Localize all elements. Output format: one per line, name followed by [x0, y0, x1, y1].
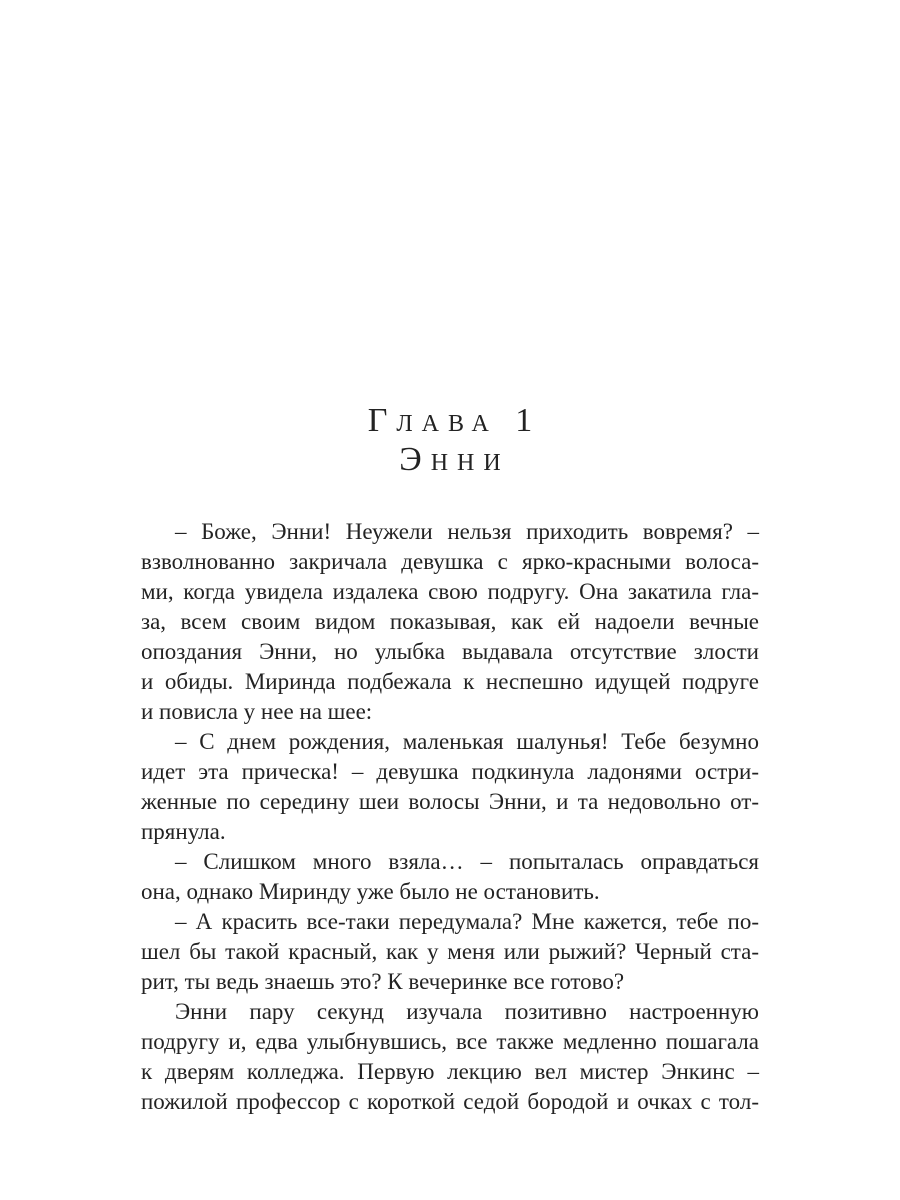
text-line: женные по середину шеи волосы Энни, и та недовольно от-: [141, 789, 759, 814]
text-line: и обиды. Миринда подбежала к неспешно идущей подруге: [141, 669, 759, 694]
body-text: [141, 517, 759, 1117]
paragraph: [141, 727, 759, 847]
text-line: Энни пару секунд изучала позитивно настроенную: [175, 999, 759, 1024]
paragraph: [141, 847, 759, 907]
paragraph: [141, 517, 759, 727]
text-line: подругу и, едва улыбнувшись, все также медленно пошагала: [141, 1029, 759, 1054]
text-line: пожилой профессор с короткой седой бородой и очках с тол-: [141, 1089, 759, 1114]
text-line: взволнованно закричала девушка с ярко-красными волоса-: [141, 549, 759, 574]
text-line: – С днем рождения, маленькая шалунья! Тебе безумно: [175, 729, 759, 754]
text-line: за, всем своим видом показывая, как ей надоели вечные: [141, 609, 759, 634]
text-line: она, однако Миринду уже было не остановить.: [141, 879, 600, 904]
text-line: и повисла у нее на шее:: [141, 699, 373, 724]
text-line: к дверям колледжа. Первую лекцию вел мистер Энкинс –: [141, 1059, 759, 1084]
text-line: ми, когда увидела издалека свою подругу. Она закатила гла-: [141, 579, 759, 604]
text-line: – Боже, Энни! Неужели нельзя приходить вовремя? –: [175, 519, 759, 544]
text-line: – Слишком много взяла… – попыталась оправдаться: [175, 849, 759, 874]
text-line: прянула.: [141, 819, 226, 844]
chapter-heading: [141, 401, 759, 479]
text-line: – А красить все-таки передумала? Мне кажется, тебе по-: [175, 909, 759, 934]
chapter-title: Энни: [399, 441, 510, 478]
text-line: шел бы такой красный, как у меня или рыжий? Черный ста-: [141, 939, 759, 964]
paragraph: [141, 907, 759, 997]
chapter-number: Глава 1: [367, 402, 542, 439]
paragraph: [141, 997, 759, 1117]
text-line: опоздания Энни, но улыбка выдавала отсутствие злости: [141, 639, 759, 664]
text-line: идет эта прическа! – девушка подкинула ладонями остри-: [141, 759, 759, 784]
text-line: рит, ты ведь знаешь это? К вечеринке все готово?: [141, 969, 625, 994]
